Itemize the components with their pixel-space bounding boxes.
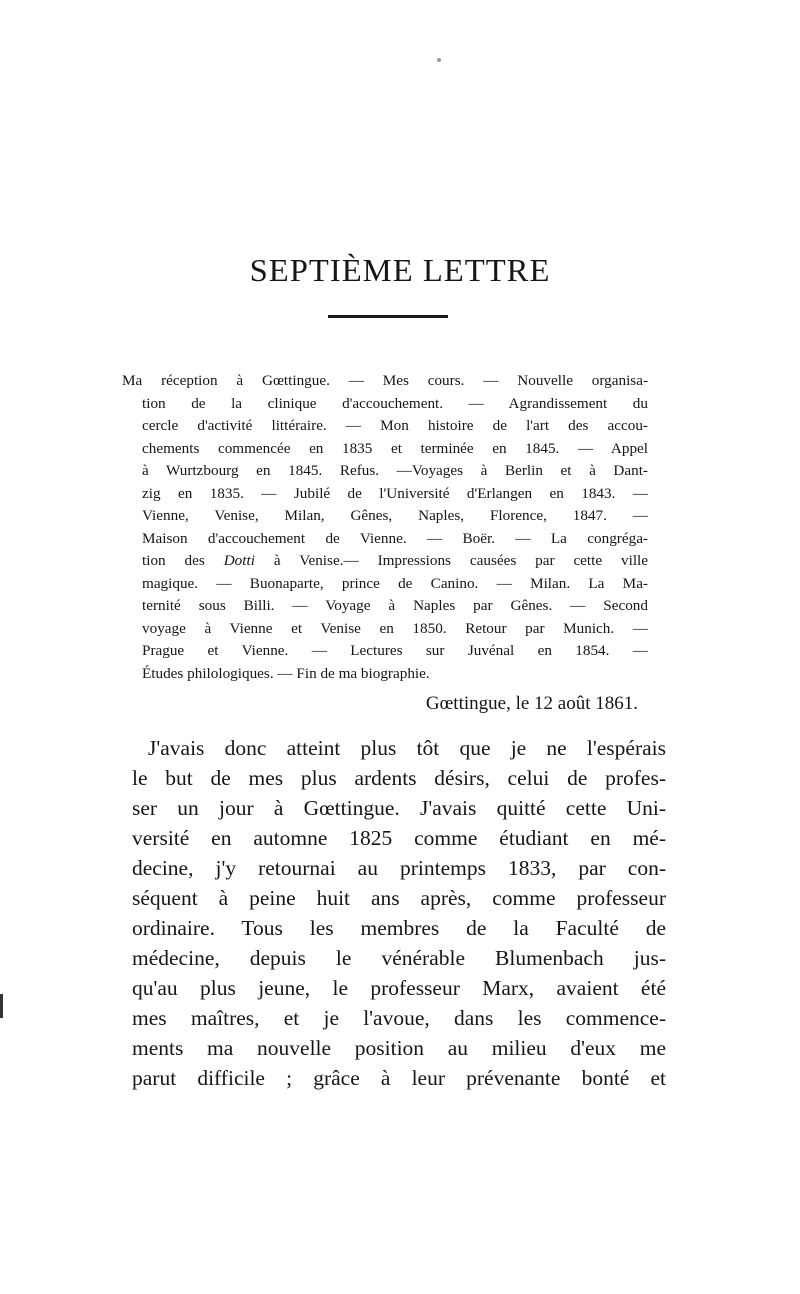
body-line: qu'au plus jeune, le professeur Marx, avaient été — [132, 976, 666, 1000]
chapter-title: SEPTIÈME LETTRE — [249, 252, 551, 288]
summary-line: à Wurtzbourg en 1845. Refus. —Voyages à Berlin et à Dant- — [142, 462, 648, 479]
show-through-text — [115, 108, 675, 168]
summary-line: voyage à Vienne et Venise en 1850. Retour par Munich. — — [142, 619, 648, 637]
summary-line: zig en 1835. — Jubilé de l'Université d'Erlangen en 1843. — — [142, 484, 648, 502]
body-line: ser un jour à Gœttingue. J'avais quitté cette Uni- — [132, 796, 666, 820]
summary-line: ternité sous Billi. — Voyage à Naples par Gênes. — Second — [142, 597, 648, 614]
summary-line: cercle d'activité littéraire. — Mon histoire de l'art des accou- — [142, 417, 648, 434]
summary-line: Maison d'accouchement de Vienne. — Boër. — La congréga- — [142, 529, 648, 547]
body-line: decine, j'y retournai au printemps 1833, par con- — [132, 856, 666, 880]
body-line: mes maîtres, et je l'avoue, dans les commence- — [132, 1006, 666, 1030]
letter-dateline: Gœttingue, le 12 août 1861. — [425, 693, 638, 714]
summary-line: Prague et Vienne. — Lectures sur Juvénal en 1854. — — [142, 642, 648, 659]
title-rule — [328, 315, 448, 318]
body-line: médecine, depuis le vénérable Blumenbach jus- — [132, 946, 666, 970]
body-line: le but de mes plus ardents désirs, celui de profes- — [132, 766, 666, 790]
summary-line: Ma réception à Gœttingue. — Mes cours. — Nouvelle organisa- — [122, 372, 648, 389]
italic-term: Dotti — [223, 552, 255, 569]
body-line: séquent à peine huit ans après, comme professeur — [132, 886, 666, 910]
body-line: ordinaire. Tous les membres de la Faculté de — [132, 916, 666, 940]
body-line: J'avais donc atteint plus tôt que je ne l'espérais — [148, 736, 666, 760]
page-edge-mark — [0, 994, 3, 1018]
body-line: parut difficile ; grâce à leur prévenante bonté et — [132, 1066, 666, 1090]
letter-body — [132, 733, 666, 1093]
body-line: ments ma nouvelle position au milieu d'eux me — [132, 1036, 666, 1060]
summary-line: magique. — Buonaparte, prince de Canino. — Milan. La Ma- — [142, 574, 648, 592]
ink-speck — [437, 58, 441, 62]
summary-line: Études philologiques. — Fin de ma biographie. — [142, 664, 430, 682]
summary-line: chements commencée en 1835 et terminée en 1845. — Appel — [142, 439, 648, 457]
chapter-summary — [122, 370, 648, 685]
summary-line: tion de la clinique d'accouchement. — Agrandissement du — [142, 394, 648, 412]
body-line: versité en automne 1825 comme étudiant en mé- — [132, 826, 666, 850]
summary-line: tion des Dotti à Venise.— Impressions causées par cette ville — [142, 552, 648, 569]
summary-line: Vienne, Venise, Milan, Gênes, Naples, Florence, 1847. — — [142, 507, 648, 524]
